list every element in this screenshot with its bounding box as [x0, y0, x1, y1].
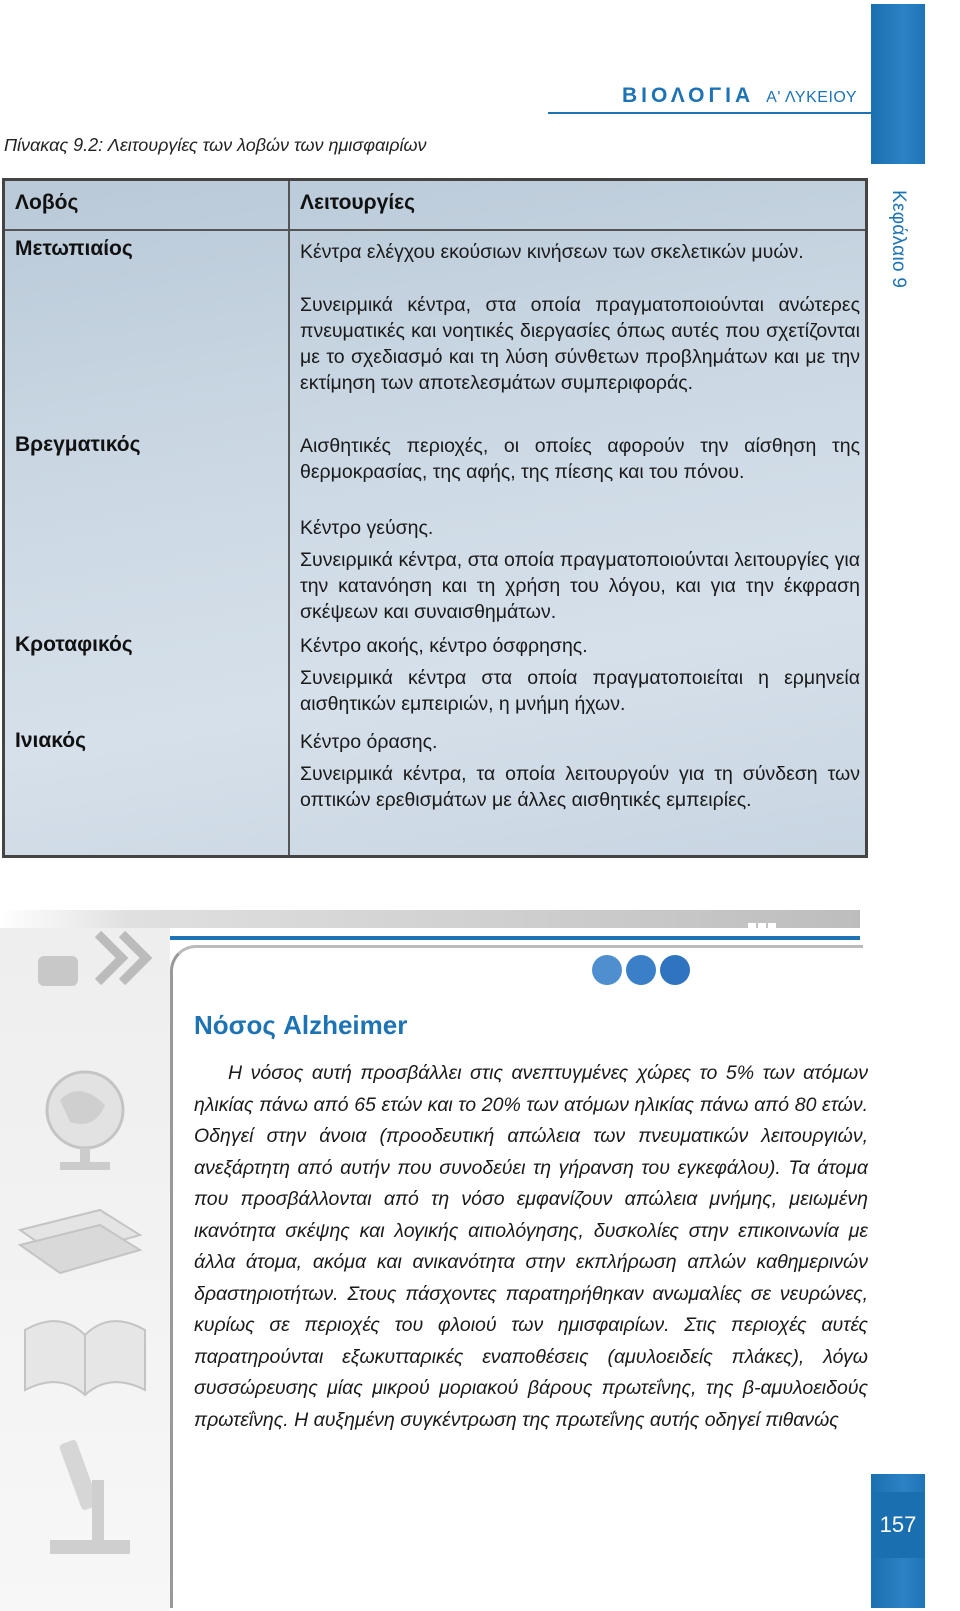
function-text: Αισθητικές περιοχές, οι οποίες αφορούν την αίσθηση της θερμοκρασίας, της αφής, της πίεσης και του πόνου. [300, 435, 860, 483]
function-text: Συνειρμικά κέντρα, στα οποία πραγματοποιούνται ανώτερες πνευματικές και νοητικές διεργασίες όπως αυτές που σχετίζονται με το σχεδιασμό και τη λύση σύνθετων προβλημάτων και με την εκτίμηση των αποτελεσμάτων συμπεριφοράς. [300, 294, 860, 394]
header-rule [548, 112, 871, 114]
function-text: Κέντρο όρασης. [300, 731, 438, 753]
function-text: Συνειρμικά κέντρα στα οποία πραγματοποιείται η ερμηνεία αισθητικών εμπειριών, η μνήμη ήχων. [300, 667, 860, 715]
lobe-parietal: Βρεγματικός [15, 433, 141, 456]
column-header-functions: Λειτουργίες [300, 191, 416, 214]
header-row-divider [5, 229, 865, 231]
table-caption: Πίνακας 9.2: Λειτουργίες των λοβών των ημισφαιρίων [4, 135, 427, 155]
lobe-occipital: Ινιακός [15, 729, 87, 752]
lobe-frontal: Μετωπιαίος [15, 237, 133, 260]
section-top-band [0, 910, 860, 928]
function-text: Κέντρα ελέγχου εκούσιων κινήσεων των σκελετικών μυών. [300, 241, 804, 263]
side-strip-light-band [871, 164, 925, 1474]
function-text: Συνειρμικά κέντρα, στα οποία πραγματοποιούνται λειτουργίες για την κατανόηση και τη χρήση του λόγου, και για την έκφραση σκέψεων και συναισθημάτων. [300, 549, 860, 623]
function-text: Κέντρο ακοής, κέντρο όσφρησης. [300, 635, 588, 657]
lobe-temporal: Κροταφικός [15, 633, 133, 656]
science-illustrations-icon [10, 1060, 160, 1600]
alzheimer-body [194, 1058, 868, 1436]
arrows-icon [38, 930, 158, 990]
book-title: ΒΙΟΛΟΓΙΑ [621, 84, 755, 107]
alzheimer-paragraph: Η νόσος αυτή προσβάλλει στις ανεπτυγμένες χώρες το 5% των ατόμων ηλικίας πάνω από 65 ετών και το 20% των ατόμων ηλικίας πάνω από 80 ετών. Οδηγεί στην άνοια (προοδευτική απώλεια των πνευματικών λειτουργιών, ανεξάρτητη από αυτήν που συνοδεύει τη γήρανση του εγκεφάλου). Τα άτομα που προσβάλλονται από τη νόσο εμφανίζουν απώλεια μνήμης, μειωμένη ικανότητα σκέψης και λογικής αιτιολόγησης, δυσκολίες στην επικοινωνία με άλλα άτομα, ακόμα και ανικανότητα στην εκπλήρωση απλών καθημερινών δραστηριοτήτων. Στους πάσχοντες παρατηρήθηκαν ανωμαλίες σε νευρώνες, κυρίως σε περιοχές του φλοιού των ημισφαιρίων. Στις περιοχές αυτές παρατηρούνται εξωκυτταρικές εναποθέσεις (αμυλοειδείς πλάκες), λόγω συσσώρευσης μίας μικρού μοριακού βάρους πρωτεΐνης, της β-αμυλοειδούς πρωτεΐνης. Η αυξημένη συγκέντρωση της πρωτεΐνης αυτής οδηγεί πιθανώς [194, 1062, 868, 1431]
function-text: Συνειρμικά κέντρα, τα οποία λειτουργούν για τη σύνδεση των οπτικών ερεθισμάτων με άλλες αισθητικές εμπειρίες. [300, 763, 860, 811]
book-header [622, 84, 857, 108]
column-divider [288, 181, 290, 855]
dots-icon [592, 955, 694, 990]
book-grade: Α' ΛΥΚΕΙΟΥ [766, 89, 857, 106]
section-title: Νόσος Alzheimer [194, 1010, 408, 1040]
page-number: 157 [871, 1492, 925, 1558]
function-text: Κέντρο γεύσης. [300, 517, 434, 539]
chapter-label: Κεφάλαιο 9 [888, 190, 909, 289]
section-blue-rule [170, 936, 860, 940]
squares-icon [748, 918, 778, 936]
lobes-table [2, 178, 868, 858]
column-header-lobe: Λοβός [15, 191, 79, 214]
